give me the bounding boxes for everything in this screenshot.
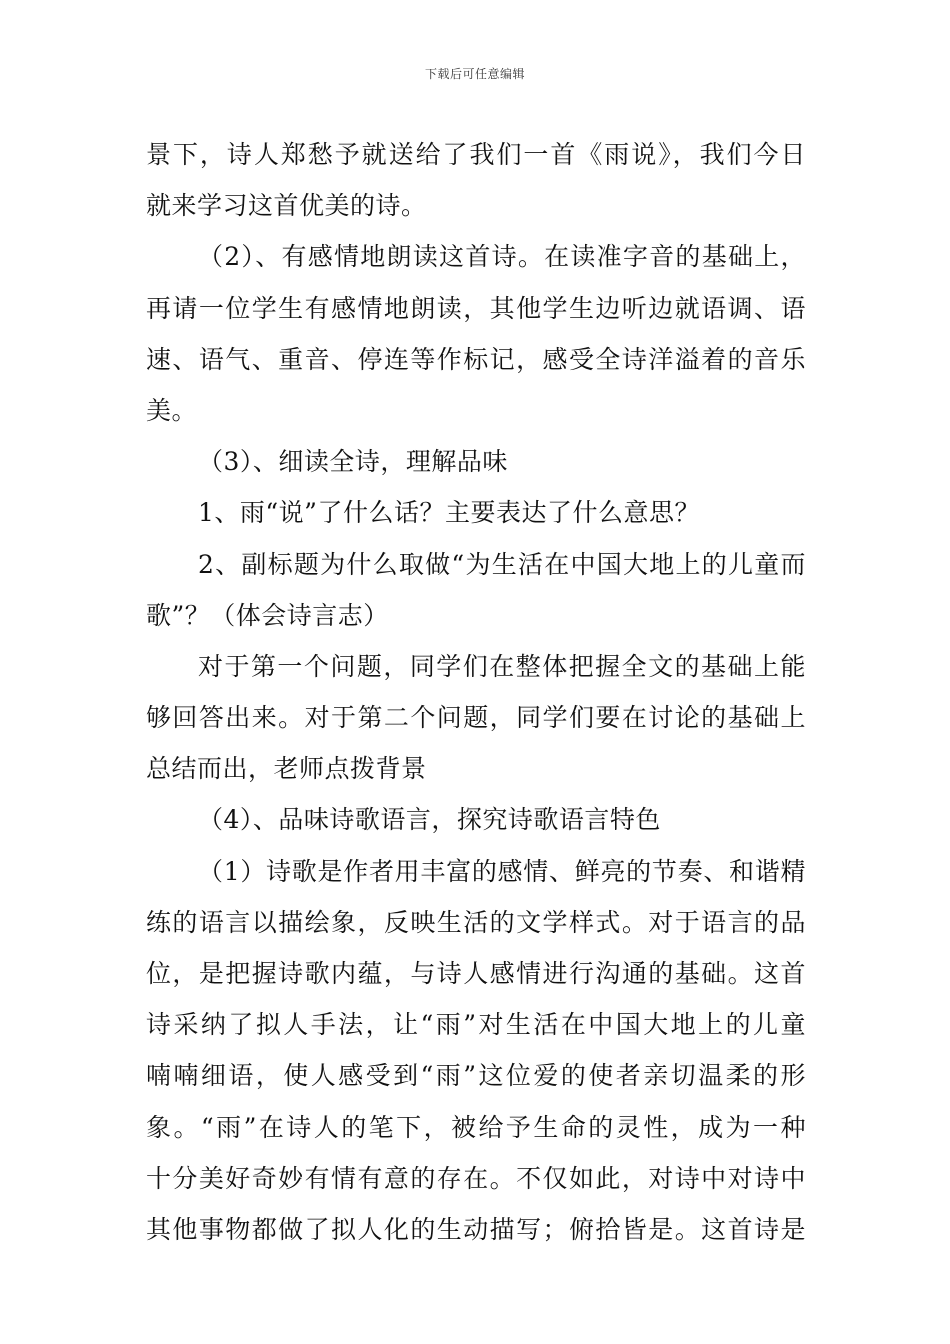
text-line: 位，是把握诗歌内蕴，与诗人感情进行沟通的基础。这首 — [146, 959, 806, 988]
text-line: 歌”？（体会诗言志） — [146, 600, 389, 630]
text-line: 总结而出，老师点拨背景 — [146, 754, 427, 784]
text-line: 美。 — [146, 395, 198, 425]
page-header: 下载后可任意编辑 — [424, 67, 525, 81]
text-line: （3）、细读全诗，理解品味 — [198, 447, 508, 477]
text-line: 2、副标题为什么取做“为生活在中国大地上的儿童而 — [198, 549, 806, 579]
text-line: 景下，诗人郑愁予就送给了我们一首《雨说》，我们今日 — [146, 140, 806, 169]
text-line: 就来学习这首优美的诗。 — [146, 191, 427, 221]
text-line: （4）、品味诗歌语言，探究诗歌语言特色 — [198, 805, 661, 835]
text-line: （1）诗歌是作者用丰富的感情、鲜亮的节奏、和谐精 — [198, 856, 806, 886]
text-line: 再请一位学生有感情地朗读，其他学生边听边就语调、语 — [146, 293, 806, 323]
text-line: 喃喃细语，使人感受到“雨”这位爱的使者亲切温柔的形 — [146, 1061, 806, 1091]
text-line: 十分美好奇妙有情有意的存在。不仅如此，对诗中对诗中 — [146, 1163, 806, 1193]
text-line: 速、语气、重音、停连等作标记，感受全诗洋溢着的音乐 — [146, 344, 806, 374]
body-text — [146, 129, 806, 1255]
text-line: 对于第一个问题，同学们在整体把握全文的基础上能 — [198, 651, 806, 681]
text-line: 其他事物都做了拟人化的生动描写；俯拾皆是。这首诗是 — [146, 1214, 806, 1244]
text-line: 1、雨“说”了什么话？主要表达了什么意思？ — [198, 498, 700, 528]
text-line: 够回答出来。对于第二个问题，同学们要在讨论的基础上 — [146, 703, 806, 733]
text-line: 诗采纳了拟人手法，让“雨”对生活在中国大地上的儿童 — [146, 1010, 806, 1040]
text-line: 象。“雨”在诗人的笔下，被给予生命的灵性，成为一种 — [146, 1112, 806, 1142]
text-line: （2）、有感情地朗读这首诗。在读准字音的基础上， — [198, 242, 806, 272]
text-line: 练的语言以描绘象，反映生活的文学样式。对于语言的品 — [146, 907, 806, 937]
